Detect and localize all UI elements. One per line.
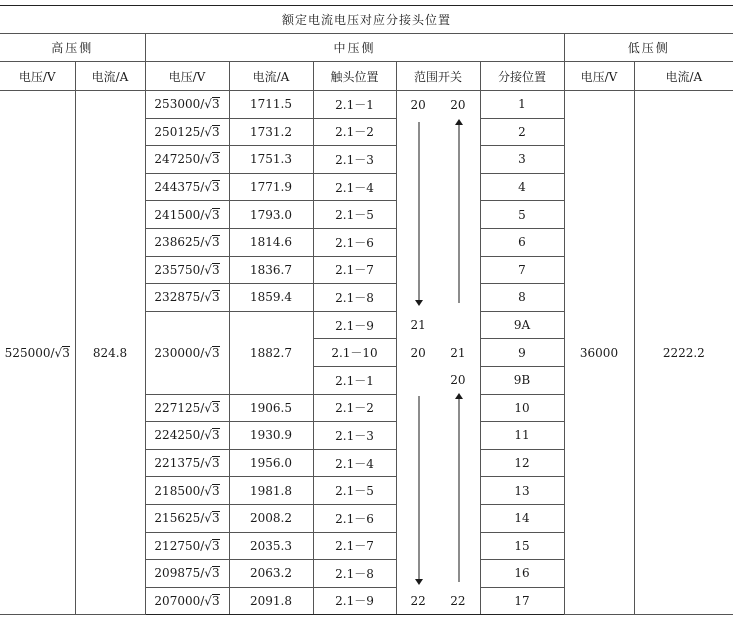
voltage-numerator: 224250/ (154, 428, 205, 443)
sqrt-radicand: 3 (211, 124, 220, 139)
tap-position-cell: 6 (480, 228, 564, 256)
range-switch-cell (396, 477, 480, 505)
sqrt-radicand: 3 (211, 207, 220, 222)
contact-position-cell: 2.1－5 (313, 477, 396, 505)
range-switch-right: 20 (450, 373, 466, 388)
tap-position-cell: 5 (480, 201, 564, 229)
table-row (0, 91, 733, 119)
voltage-numerator: 244375/ (154, 180, 205, 195)
mid-voltage-cell (145, 587, 229, 615)
range-switch-header: 范围开关 (396, 62, 480, 91)
sqrt-sign: √ (204, 593, 212, 608)
tap-position-cell: 7 (480, 256, 564, 284)
sqrt-sign: √ (204, 207, 212, 222)
tap-position-cell: 11 (480, 422, 564, 450)
contact-position-cell: 2.1－5 (313, 201, 396, 229)
voltage-numerator: 241500/ (154, 207, 205, 222)
tap-position-cell: 9A (480, 311, 564, 339)
range-switch-left: 21 (410, 318, 426, 333)
range-switch-left: 20 (410, 345, 426, 360)
mid-voltage-cell (145, 228, 229, 256)
high-voltage-header: 电压/V (0, 62, 75, 91)
tap-position-cell: 13 (480, 477, 564, 505)
range-switch-cell (396, 532, 480, 560)
sqrt-sign: √ (204, 511, 212, 526)
mid-current-cell: 2063.2 (229, 560, 313, 588)
sqrt-sign: √ (204, 400, 212, 415)
range-switch-cell (396, 284, 480, 312)
tap-position-cell: 8 (480, 284, 564, 312)
mid-current-cell: 1793.0 (229, 201, 313, 229)
contact-position-cell: 2.1－4 (313, 449, 396, 477)
sqrt-radicand: 3 (211, 345, 220, 360)
sqrt-radicand: 3 (211, 180, 220, 195)
sqrt-radicand: 3 (211, 456, 220, 471)
sqrt-sign: √ (204, 290, 212, 305)
range-switch-cell (396, 394, 480, 422)
contact-position-cell: 2.1－2 (313, 394, 396, 422)
sqrt-radicand: 3 (211, 593, 220, 608)
range-switch-cell (396, 449, 480, 477)
tap-position-cell: 3 (480, 146, 564, 174)
range-switch-cell (396, 311, 480, 339)
tap-position-cell: 12 (480, 449, 564, 477)
voltage-numerator: 238625/ (154, 235, 205, 250)
low-current-header: 电流/A (634, 62, 733, 91)
contact-position-cell: 2.1－6 (313, 228, 396, 256)
tap-position-cell: 2 (480, 118, 564, 146)
sqrt-radicand: 3 (211, 511, 220, 526)
contact-position-cell: 2.1－6 (313, 504, 396, 532)
range-switch-cell (396, 118, 480, 146)
tap-position-cell: 15 (480, 532, 564, 560)
mid-voltage-cell (145, 394, 229, 422)
mid-current-cell: 1930.9 (229, 422, 313, 450)
mid-current-cell: 2035.3 (229, 532, 313, 560)
contact-position-cell: 2.1－8 (313, 284, 396, 312)
mid-voltage-cell (145, 532, 229, 560)
low-side-header: 低压侧 (564, 34, 733, 62)
tap-position-cell: 14 (480, 504, 564, 532)
sqrt-radicand: 3 (211, 97, 220, 112)
range-switch-cell (396, 587, 480, 615)
mid-voltage-cell (145, 118, 229, 146)
tap-position-cell: 16 (480, 560, 564, 588)
range-switch-values (397, 346, 480, 360)
table-body (0, 91, 733, 615)
mid-current-cell: 1906.5 (229, 394, 313, 422)
range-switch-cell (396, 228, 480, 256)
voltage-numerator: 209875/ (154, 566, 205, 581)
sqrt-radicand: 3 (211, 235, 220, 250)
mid-voltage-cell (145, 449, 229, 477)
range-switch-right: 20 (450, 97, 466, 112)
contact-position-cell: 2.1－9 (313, 311, 396, 339)
range-switch-cell (396, 146, 480, 174)
high-current-header: 电流/A (75, 62, 145, 91)
voltage-numerator: 230000/ (154, 345, 205, 360)
sqrt-sign: √ (204, 262, 212, 277)
contact-position-cell: 2.1－4 (313, 173, 396, 201)
voltage-numerator: 232875/ (154, 290, 205, 305)
range-switch-right: 22 (450, 593, 466, 608)
voltage-numerator: 247250/ (154, 152, 205, 167)
mid-current-cell: 1882.7 (229, 311, 313, 394)
mid-current-cell: 1836.7 (229, 256, 313, 284)
range-switch-right: 21 (450, 345, 466, 360)
contact-position-cell: 2.1－1 (313, 366, 396, 394)
mid-voltage-cell (145, 201, 229, 229)
mid-current-cell: 1859.4 (229, 284, 313, 312)
tap-position-cell: 17 (480, 587, 564, 615)
contact-position-cell: 2.1－7 (313, 256, 396, 284)
sqrt-radicand: 3 (211, 290, 220, 305)
low-current-cell: 2222.2 (634, 91, 733, 615)
voltage-numerator: 207000/ (154, 593, 205, 608)
sqrt-sign: √ (204, 152, 212, 167)
sqrt-sign: √ (204, 124, 212, 139)
sqrt-radicand: 3 (211, 428, 220, 443)
tap-position-table (0, 5, 733, 615)
mid-voltage-header: 电压/V (145, 62, 229, 91)
mid-current-cell: 1751.3 (229, 146, 313, 174)
sqrt-radicand: 3 (62, 345, 70, 360)
sqrt-radicand: 3 (211, 538, 220, 553)
sqrt-sign: √ (204, 456, 212, 471)
mid-voltage-cell (145, 560, 229, 588)
mid-voltage-cell (145, 504, 229, 532)
mid-voltage-cell (145, 146, 229, 174)
range-switch-cell (396, 422, 480, 450)
sqrt-radicand: 3 (211, 483, 220, 498)
mid-current-cell: 1814.6 (229, 228, 313, 256)
contact-position-cell: 2.1－3 (313, 422, 396, 450)
range-switch-left: 20 (410, 97, 426, 112)
range-switch-values (397, 98, 480, 112)
tap-position-header: 分接位置 (480, 62, 564, 91)
mid-current-cell: 2091.8 (229, 587, 313, 615)
contact-position-cell: 2.1－7 (313, 532, 396, 560)
contact-position-header: 触头位置 (313, 62, 396, 91)
table-title: 额定电流电压对应分接头位置 (0, 6, 733, 34)
high-current-cell: 824.8 (75, 91, 145, 615)
range-switch-cell (396, 91, 480, 119)
mid-current-cell: 1981.8 (229, 477, 313, 505)
mid-current-cell: 1711.5 (229, 91, 313, 119)
contact-position-cell: 2.1－2 (313, 118, 396, 146)
range-switch-cell (396, 201, 480, 229)
sqrt-sign: √ (204, 180, 212, 195)
low-voltage-cell: 36000 (564, 91, 634, 615)
voltage-numerator: 221375/ (154, 456, 205, 471)
tap-position-cell: 4 (480, 173, 564, 201)
mid-voltage-cell (145, 311, 229, 394)
range-switch-cell (396, 366, 480, 394)
mid-current-cell: 1731.2 (229, 118, 313, 146)
contact-position-cell: 2.1－9 (313, 587, 396, 615)
sqrt-radicand: 3 (211, 400, 220, 415)
contact-position-cell: 2.1－3 (313, 146, 396, 174)
sqrt-sign: √ (204, 428, 212, 443)
mid-voltage-cell (145, 284, 229, 312)
sqrt-sign: √ (204, 483, 212, 498)
sqrt-radicand: 3 (211, 152, 220, 167)
voltage-numerator: 227125/ (154, 400, 205, 415)
range-switch-cell (396, 256, 480, 284)
range-switch-cell (396, 339, 480, 367)
sqrt-sign: √ (204, 538, 212, 553)
mid-voltage-cell (145, 477, 229, 505)
range-switch-values (397, 373, 480, 387)
contact-position-cell: 2.1－1 (313, 91, 396, 119)
sqrt-radicand: 3 (211, 262, 220, 277)
voltage-numerator: 212750/ (154, 538, 205, 553)
range-switch-left: 22 (410, 593, 426, 608)
sqrt-sign: √ (204, 97, 212, 112)
mid-voltage-cell (145, 422, 229, 450)
tap-position-cell: 9B (480, 366, 564, 394)
sqrt-sign: √ (204, 345, 212, 360)
sqrt-sign: √ (54, 345, 63, 360)
mid-side-header: 中压侧 (145, 34, 564, 62)
range-switch-values (397, 318, 480, 332)
high-voltage-cell (0, 91, 75, 615)
contact-position-cell: 2.1－8 (313, 560, 396, 588)
tap-position-cell: 1 (480, 91, 564, 119)
low-voltage-header: 电压/V (564, 62, 634, 91)
range-switch-cell (396, 504, 480, 532)
voltage-numerator: 218500/ (154, 483, 205, 498)
mid-current-cell: 1956.0 (229, 449, 313, 477)
voltage-numerator: 253000/ (154, 97, 205, 112)
range-switch-cell (396, 560, 480, 588)
mid-current-cell: 1771.9 (229, 173, 313, 201)
voltage-numerator: 525000/ (4, 345, 55, 360)
sqrt-sign: √ (204, 235, 212, 250)
voltage-numerator: 215625/ (154, 511, 205, 526)
mid-voltage-cell (145, 173, 229, 201)
mid-voltage-cell (145, 91, 229, 119)
mid-voltage-cell (145, 256, 229, 284)
mid-current-cell: 2008.2 (229, 504, 313, 532)
tap-position-cell: 9 (480, 339, 564, 367)
mid-current-header: 电流/A (229, 62, 313, 91)
high-side-header: 高压侧 (0, 34, 145, 62)
sqrt-radicand: 3 (211, 566, 220, 581)
range-switch-values (397, 594, 480, 608)
voltage-numerator: 250125/ (154, 124, 205, 139)
contact-position-cell: 2.1－10 (313, 339, 396, 367)
range-switch-cell (396, 173, 480, 201)
sqrt-sign: √ (204, 566, 212, 581)
voltage-numerator: 235750/ (154, 262, 205, 277)
tap-position-cell: 10 (480, 394, 564, 422)
